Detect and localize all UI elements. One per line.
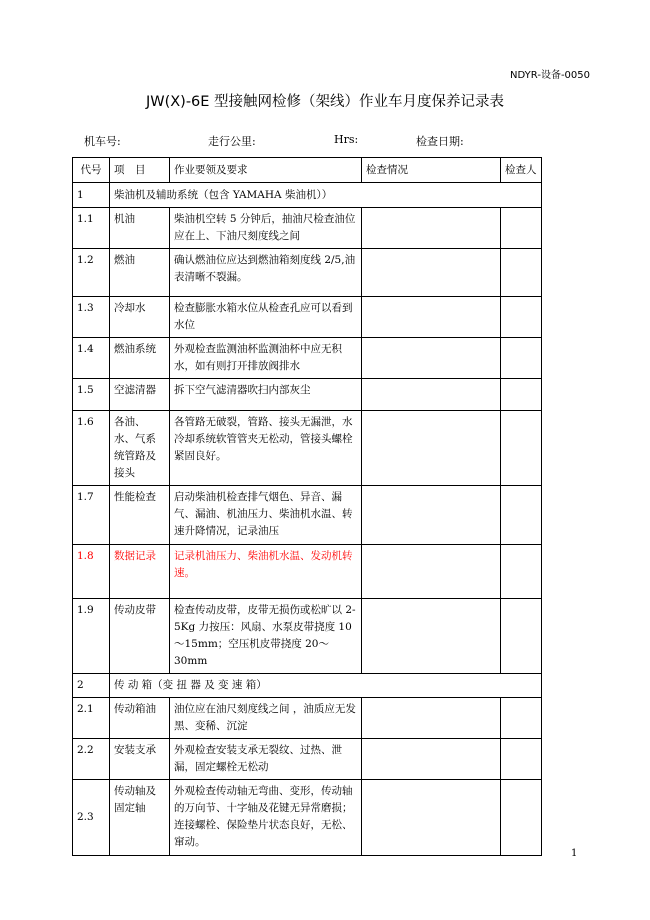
row-item: 安装支承 [110,739,170,780]
section-code: 1 [73,183,110,208]
inspector-cell[interactable] [501,379,542,411]
row-item: 传动皮带 [110,599,170,674]
inspection-status-cell[interactable] [362,739,501,780]
document-number: NDYR-设备-0050 [510,70,590,81]
row-requirement: 记录机油压力、柴油机水温、发动机转速。 [170,545,362,599]
header-code: 代号 [73,158,110,183]
table-row [73,739,542,780]
table-row [73,338,542,379]
row-requirement: 检查膨胀水箱水位从检查孔应可以看到水位 [170,297,362,338]
page-title: JW(X)-6E 型接触网检修（架线）作业车月度保养记录表 [145,94,505,110]
header-requirements: 作业要领及要求 [170,158,362,183]
header-inspection-status: 检查情况 [362,158,501,183]
section-title [110,674,542,698]
section-code: 2 [73,674,110,698]
row-requirement: 外观检查安装支承无裂纹、过热、泄漏，固定螺栓无松动 [170,739,362,780]
row-item: 各油、水、气系统管路及接头 [110,411,170,486]
row-code: 1.5 [73,379,110,411]
row-code: 2.3 [73,780,110,856]
row-requirement: 外观检查传动轴无弯曲、变形，传动轴的万向节、十字轴及花键无异常磨损；连接螺栓、保险垫片状态良好，无松、窜动。 [170,780,362,856]
row-requirement: 检查传动皮带，皮带无损伤或松旷以 2-5Kg 力按压：风扇、水泵皮带挠度 10～15mm；空压机皮带挠度 20～30mm [170,599,362,674]
inspector-cell[interactable] [501,739,542,780]
row-code: 1.4 [73,338,110,379]
table-row [73,599,542,674]
row-requirement: 确认燃油位应达到燃油箱刻度线 2/5,油表清晰不裂漏。 [170,249,362,297]
inspection-status-cell[interactable] [362,599,501,674]
row-item: 空滤清器 [110,379,170,411]
table-header-row [73,158,542,183]
inspection-status-cell[interactable] [362,249,501,297]
inspection-status-cell[interactable] [362,379,501,411]
row-item: 性能检查 [110,486,170,545]
row-item: 燃油系统 [110,338,170,379]
table-row [73,379,542,411]
inspector-cell[interactable] [501,297,542,338]
inspection-status-cell[interactable] [362,297,501,338]
hrs-label: Hrs: [334,133,359,146]
inspection-status-cell[interactable] [362,486,501,545]
row-requirement: 柴油机空转 5 分钟后，抽油尺检查油位应在上、下油尺刻度线之间 [170,208,362,249]
maintenance-record-table [72,157,542,856]
row-item: 传动箱油 [110,698,170,739]
inspector-cell[interactable] [501,338,542,379]
inspector-cell[interactable] [501,249,542,297]
section-title-label: 柴油机及辅助系统 [114,188,198,201]
section-row-1 [73,183,542,208]
page-number: 1 [571,848,578,859]
row-item: 燃油 [110,249,170,297]
car-number-label: 机车号: [84,135,121,148]
table-row [73,297,542,338]
inspector-cell[interactable] [501,545,542,599]
row-requirement: 拆下空气滤清器吹扫内部灰尘 [170,379,362,411]
table-row [73,208,542,249]
row-requirement: 启动柴油机检查排气烟色、异音、漏气、漏油、机油压力、柴油机水温、转速升降情况，记录油压 [170,486,362,545]
inspection-status-cell[interactable] [362,780,501,856]
row-code: 2.2 [73,739,110,780]
inspection-status-cell[interactable] [362,338,501,379]
row-code: 1.2 [73,249,110,297]
row-requirement: 各管路无破裂，管路、接头无漏泄，水冷却系统软管管夹无松动，管接头螺栓紧固良好。 [170,411,362,486]
table-row [73,486,542,545]
table-row [73,698,542,739]
row-code: 1.1 [73,208,110,249]
inspection-status-cell[interactable] [362,698,501,739]
table-row [73,411,542,486]
row-requirement: 外观检查监测油杯监测油杯中应无积水，如有则打开排放阀排水 [170,338,362,379]
header-item: 项 目 [110,158,170,183]
row-code: 1.3 [73,297,110,338]
row-item: 机油 [110,208,170,249]
row-code: 1.6 [73,411,110,486]
inspector-cell[interactable] [501,780,542,856]
header-inspector: 检查人 [501,158,542,183]
row-item: 传动轴及固定轴 [110,780,170,856]
row-item: 冷却水 [110,297,170,338]
row-code: 1.8 [73,545,110,599]
inspector-cell[interactable] [501,599,542,674]
inspector-cell[interactable] [501,208,542,249]
inspection-status-cell[interactable] [362,208,501,249]
row-code: 2.1 [73,698,110,739]
row-requirement: 油位应在油尺刻度线之间 ，油质应无发黑、变稀、沉淀 [170,698,362,739]
table-row [73,249,542,297]
row-code: 1.9 [73,599,110,674]
table-row [73,780,542,856]
inspection-date-label: 检查日期: [416,135,464,148]
section-title-label: 传 动 箱（变 扭 器 及 变 速 箱） [114,679,267,691]
section-title-note: （包含 YAMAHA 柴油机）） [198,188,333,201]
mileage-label: 走行公里: [208,135,256,148]
inspector-cell[interactable] [501,698,542,739]
inspection-status-cell[interactable] [362,545,501,599]
row-item: 数据记录 [110,545,170,599]
inspector-cell[interactable] [501,411,542,486]
section-title [110,183,542,208]
inspection-status-cell[interactable] [362,411,501,486]
section-row-2 [73,674,542,698]
table-row-highlighted [73,545,542,599]
inspector-cell[interactable] [501,486,542,545]
row-code: 1.7 [73,486,110,545]
